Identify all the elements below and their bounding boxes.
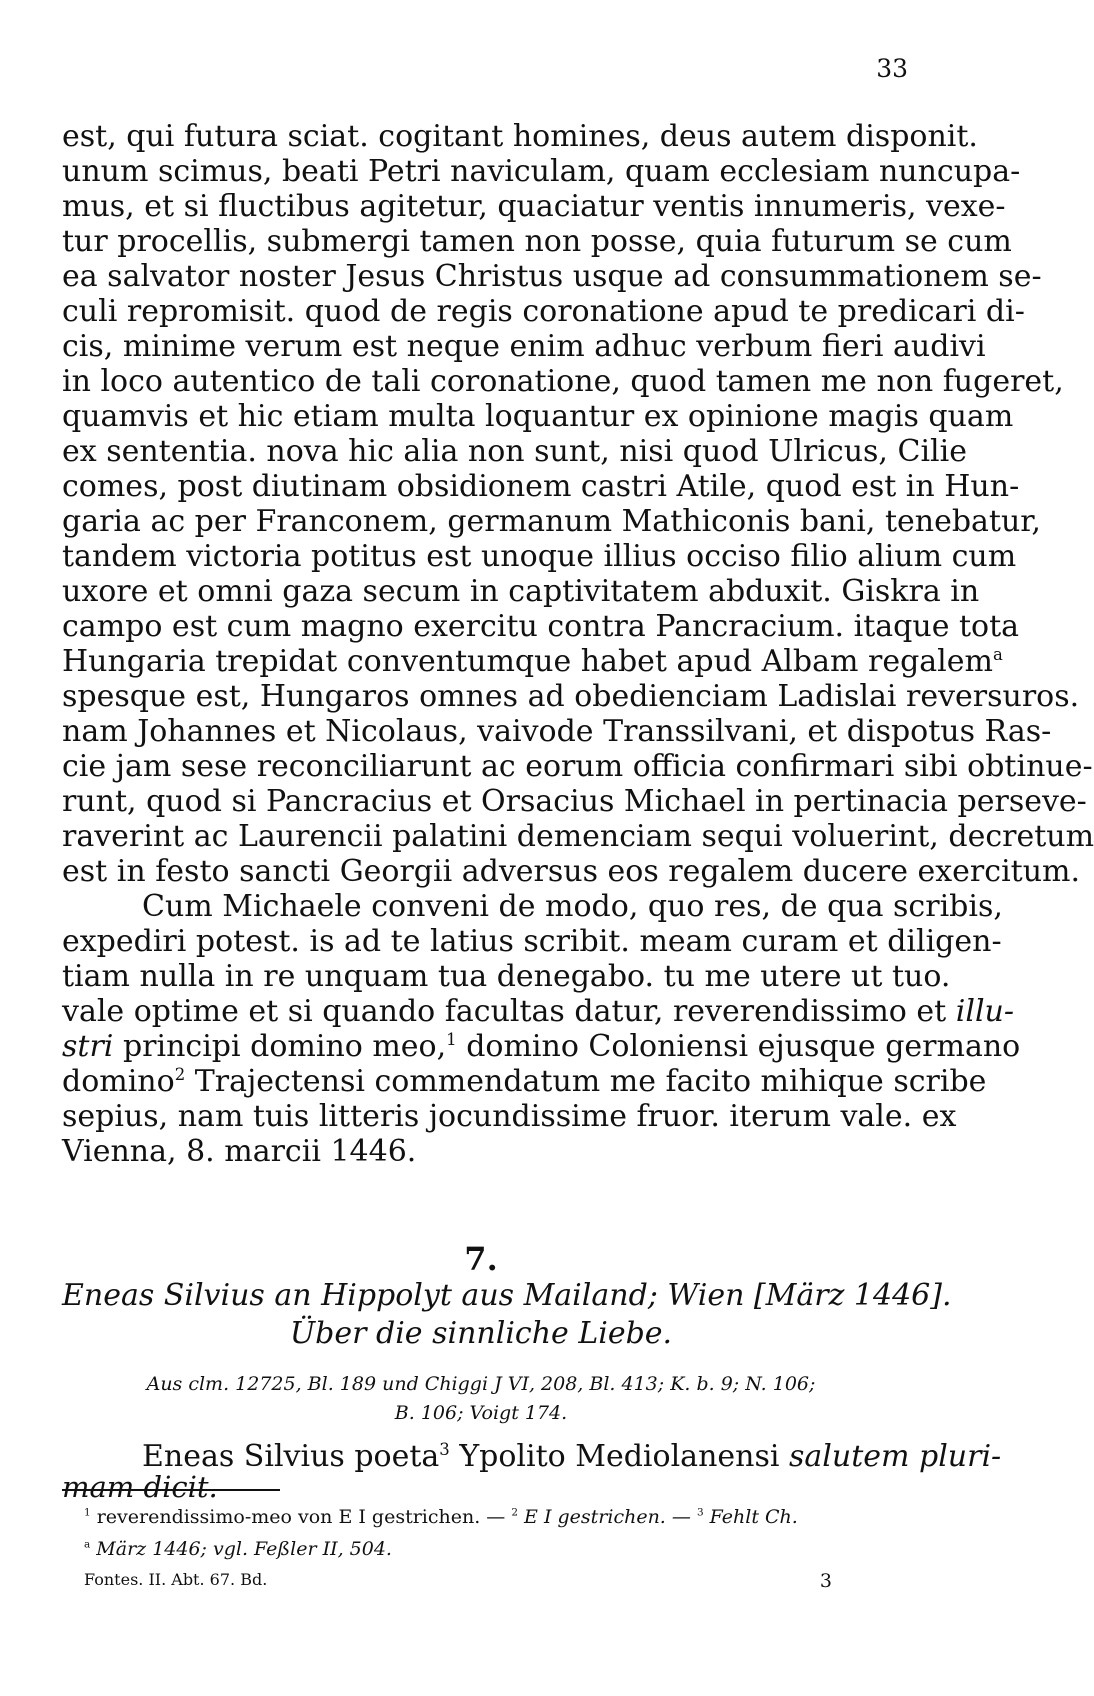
salutation-line bbox=[142, 1439, 1002, 1474]
body-line: ea salvator noster Jesus Christus usque ad consummationem se- bbox=[62, 259, 1042, 294]
footnote-line bbox=[84, 1504, 900, 1530]
body-line-text: domino bbox=[62, 1064, 175, 1099]
body-line: campo est cum magno exercitu contra Pancracium. itaque tota bbox=[62, 609, 1020, 644]
salutation-line: mam dicit. bbox=[62, 1470, 218, 1504]
body-line: tur procellis, submergi tamen non posse, quia futurum se cum bbox=[62, 224, 1012, 259]
footnote-text: März 1446; vgl. Feßler II, 504. bbox=[96, 1538, 392, 1560]
footnote-divider bbox=[62, 1489, 280, 1491]
body-line: garia ac per Franconem, germanum Mathiconis bani, tenebatur, bbox=[62, 504, 1041, 539]
footnote-text: Fehlt Ch. bbox=[709, 1506, 798, 1528]
body-line-text: Hungaria trepidat conventumque habet apud Albam regalem bbox=[62, 644, 993, 679]
body-line bbox=[62, 1029, 1021, 1064]
body-line: runt, quod si Pancracius et Orsacius Michael in pertinacia perseve- bbox=[62, 784, 1087, 819]
body-line: est in festo sancti Georgii adversus eos regalem ducere exercitum. bbox=[62, 854, 1081, 889]
body-line: tiam nulla in re unquam tua denegabo. tu me utere ut tuo. bbox=[62, 959, 951, 994]
footnote-mark-3: 3 bbox=[439, 1440, 450, 1459]
body-line: spesque est, Hungaros omnes ad obedienciam Ladislai reversuros. bbox=[62, 679, 1080, 714]
footnote-mark-1: 1 bbox=[446, 1030, 457, 1049]
body-line: expediri potest. is ad te latius scribit. meam curam et diligen- bbox=[62, 924, 1002, 959]
section-subtitle: Über die sinnliche Liebe. bbox=[289, 1316, 673, 1351]
body-line: unum scimus, beati Petri naviculam, quam ecclesiam nuncupa- bbox=[62, 154, 1021, 189]
body-line: ex sententia. nova hic alia non sunt, nisi quod Ulricus, Cilie bbox=[62, 434, 967, 469]
salutation-text: Eneas Silvius poeta bbox=[142, 1439, 440, 1474]
section-title: Eneas Silvius an Hippolyt aus Mailand; Wien [März 1446]. bbox=[62, 1278, 952, 1313]
body-line: mus, et si fluctibus agitetur, quaciatur ventis innumeris, vexe- bbox=[62, 189, 1006, 224]
footnote-mark-2: 2 bbox=[174, 1065, 186, 1084]
footnote-number: a bbox=[84, 1538, 91, 1551]
body-line-italic: stri bbox=[62, 1029, 114, 1064]
body-line bbox=[62, 1064, 987, 1099]
body-line-text: principi domino meo, bbox=[122, 1029, 447, 1064]
footer-signature: Fontes. II. Abt. 67. Bd. bbox=[84, 1570, 268, 1589]
body-line bbox=[62, 994, 1014, 1029]
body-line: quamvis et hic etiam multa loquantur ex opinione magis quam bbox=[62, 399, 1014, 434]
body-line: comes, post diutinam obsidionem castri Atile, quod est in Hun- bbox=[62, 469, 1020, 504]
body-line: sepius, nam tuis litteris jocundissime fruor. iterum vale. ex bbox=[62, 1099, 957, 1134]
body-line: uxore et omni gaza secum in captivitatem abduxit. Giskra in bbox=[62, 574, 980, 609]
body-line: cie jam sese reconciliarunt ac eorum officia confirmari sibi obtinue- bbox=[62, 749, 1093, 784]
source-reference: Aus clm. 12725, Bl. 189 und Chiggi J VI, 208, Bl. 413; K. b. 9; N. 106; bbox=[146, 1373, 816, 1395]
footnote-line bbox=[84, 1536, 900, 1562]
body-line: Vienna, 8. marcii 1446. bbox=[62, 1134, 417, 1169]
page-number: 33 bbox=[876, 54, 908, 83]
body-line: est, qui futura sciat. cogitant homines, deus autem disponit. bbox=[62, 119, 978, 154]
footnote-mark-a: a bbox=[992, 645, 1003, 664]
salutation-text: Ypolito Mediolanensi bbox=[459, 1439, 780, 1474]
footnote-number: 1 bbox=[84, 1506, 91, 1519]
page-footer bbox=[84, 1570, 832, 1592]
salutation-italic: salutem pluri- bbox=[789, 1439, 1002, 1474]
section-number: 7. bbox=[464, 1240, 498, 1278]
body-line-text: domino Coloniensi ejusque germano bbox=[466, 1029, 1021, 1064]
body-line: tandem victoria potitus est unoque illius occiso filio alium cum bbox=[62, 539, 1017, 574]
footnote-text: reverendissimo-meo von E I gestrichen. — bbox=[96, 1506, 506, 1528]
body-line: in loco autentico de tali coronatione, quod tamen me non fugeret, bbox=[62, 364, 1064, 399]
body-line-text: Trajectensi commendatum me facito mihique scribe bbox=[194, 1064, 987, 1099]
body-line-text: vale optime et si quando facultas datur, reverendissimo et bbox=[62, 994, 947, 1029]
body-line: cis, minime verum est neque enim adhuc verbum fieri audivi bbox=[62, 329, 986, 364]
footnote-number: 2 bbox=[511, 1506, 518, 1519]
body-line bbox=[62, 644, 1003, 679]
footnote-number: 3 bbox=[696, 1506, 704, 1519]
body-line: Cum Michaele conveni de modo, quo res, de qua scribis, bbox=[142, 889, 1003, 924]
footnote-text: E I gestrichen. — bbox=[524, 1506, 691, 1528]
source-reference: B. 106; Voigt 174. bbox=[394, 1402, 568, 1424]
body-line: nam Johannes et Nicolaus, vaivode Transsilvani, et dispotus Ras- bbox=[62, 714, 1052, 749]
footer-sheet-number: 3 bbox=[819, 1570, 832, 1592]
body-line-italic: illu- bbox=[955, 994, 1014, 1029]
body-line: raverint ac Laurencii palatini demenciam sequi voluerint, decretum bbox=[62, 819, 1094, 854]
body-line: culi repromisit. quod de regis coronatione apud te predicari di- bbox=[62, 294, 1025, 329]
